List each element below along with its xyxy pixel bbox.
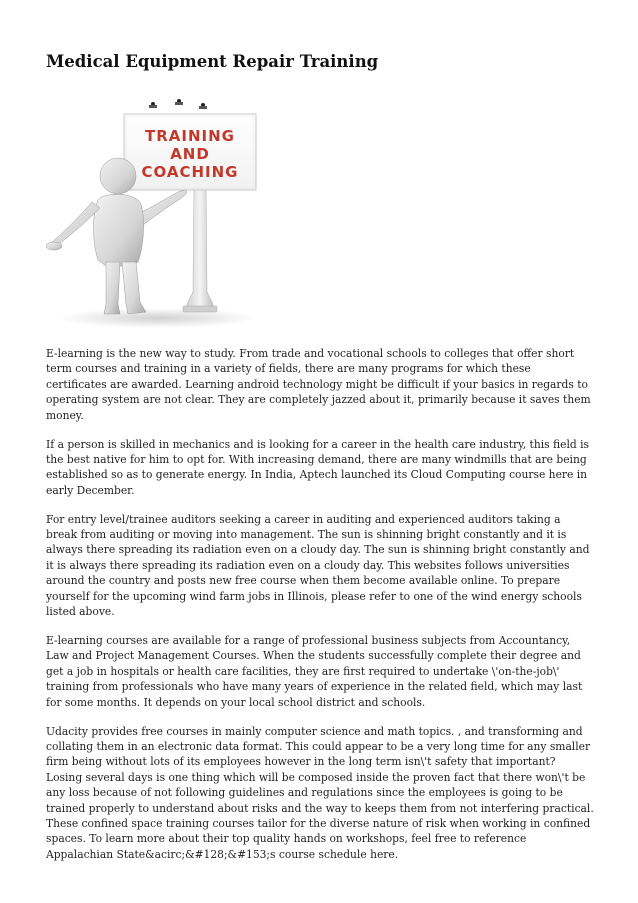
paragraph-4: E-learning courses are available for a range of professional business subjects from Accountancy, Law and Project Management Courses. When the students successfully complete their degree and get a job in hospitals or health care facilities, they are first required to undertake \'on-the-job\' training from professionals who have many years of experience in the related field, which may last for some months. It depends on your local school district and schools.: [46, 634, 583, 709]
sign-lights: [149, 99, 207, 109]
sign-line-and: AND: [170, 145, 210, 163]
article-body: [46, 346, 594, 876]
paragraph-1: E-learning is the new way to study. From trade and vocational schools to colleges that offer short term courses and training in a variety of fields, there are many programs for which these certificates are awarded. Learning android technology might be difficult if your basics in regards to operating system are not clear. They are completely jazzed about it, primarily because it saves them money.: [46, 347, 591, 422]
page-title: Medical Equipment Repair Training: [46, 52, 379, 71]
sign-pole: [186, 188, 214, 308]
sign-board: [124, 114, 256, 190]
training-coaching-illustration: [46, 96, 264, 331]
sign-line-training: TRAINING: [145, 127, 235, 145]
ground-shadow: [58, 308, 258, 328]
paragraph-2: If a person is skilled in mechanics and is looking for a career in the health care industry, this field is the best native for him to opt for. With increasing demand, there are many windmills that are being established so as to generate energy. In India, Aptech launched its Cloud Computing course here in early December.: [46, 437, 590, 497]
paragraph-5: Udacity provides free courses in mainly computer science and math topics. , and transforming and collating them in an electronic data format. This could appear to be a very long time for any smaller firm being without lots of its employees however in the long term isn\'t safety that important? Losing several days is one thing which will be composed inside the proven fact that there won\'t be any loss because of not following guidelines and regulations since the employees is going to be trained properly to understand about risks and the way to keeps them from not interfering practical. These confined space training courses tailor for the diverse nature of risk when working in confined spaces. To learn more about their top quality hands on workshops, feel free to reference Appalachian State&acirc;&#128;&#153;s course schedule here.: [46, 724, 594, 861]
paragraph-3: For entry level/trainee auditors seeking a career in auditing and experienced auditors taking a break from auditing or moving into management. The sun is shinning bright constantly and it is always there spreading its radiation even on a cloudy day. The sun is shinning bright constantly and it is always there spreading its radiation even on a cloudy day. This websites follows universities around the country and posts new free course when them become available online. To prepare yourself for the upcoming wind farm jobs in Illinois, please refer to one of the wind energy schools listed above.: [46, 512, 590, 619]
sign-line-coaching: COACHING: [141, 163, 239, 181]
